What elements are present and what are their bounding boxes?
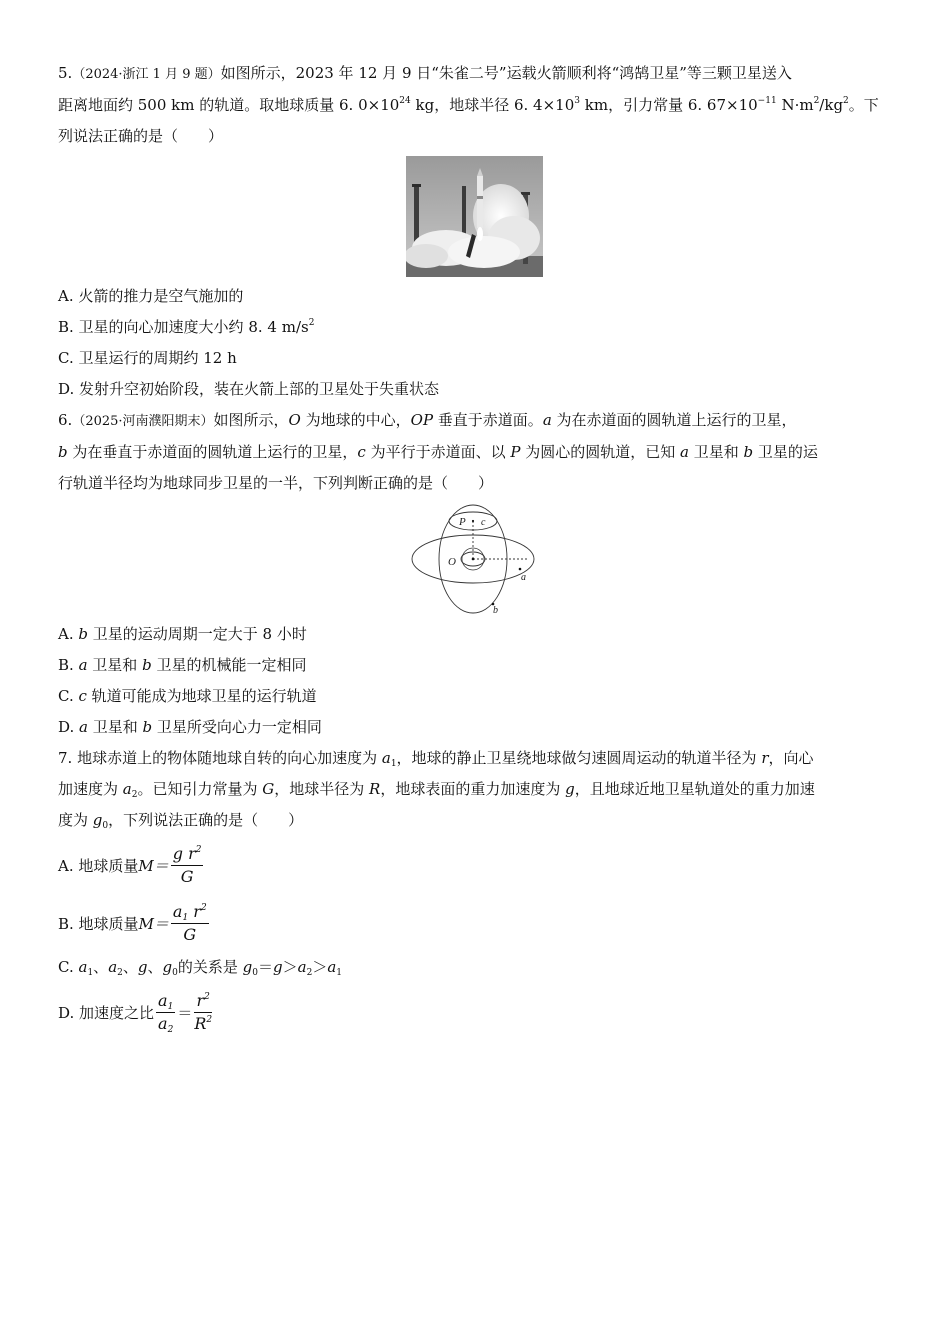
q7-line-3: 度为 $g_0$，下列说法正确的是（ ）: [58, 811, 304, 831]
q6-option-d: D. a 卫星和 b 卫星所受向心力一定相同: [58, 718, 322, 736]
label-o: O: [448, 556, 456, 568]
label-c: c: [481, 517, 486, 528]
q5-option-d: D. 发射升空初始阶段，装在火箭上部的卫星处于失重状态: [58, 380, 440, 398]
q5-option-c: C. 卫星运行的周期约 12 h: [58, 349, 237, 367]
q6-source: （2025·河南濮阳期末）: [72, 414, 214, 429]
q7-line-2: 加速度为 $a_2$。已知引力常量为 G，地球半径为 R，地球表面的重力加速度为 g，且地球近地卫星轨道处的重力加速: [58, 780, 815, 800]
formula-ratio-left: $\frac{a_1}{a_2}$: [158, 990, 174, 1035]
formula-mass-b: $\frac{a_1 r^2}{G}$: [172, 901, 207, 944]
orbit-diagram: [58, 503, 890, 615]
q7-option-c: C. $a_1$、$a_2$、g、$g_0$的关系是 $g_0=g>a_2>a_1$: [58, 958, 343, 978]
q6-option-a: A. b 卫星的运动周期一定大于 8 小时: [58, 625, 307, 643]
q6-line-3: 行轨道半径均为地球同步卫星的一半，下列判断正确的是（ ）: [58, 474, 494, 492]
rocket-launch-photo: [58, 156, 890, 277]
q6-line-1: 6.（2025·河南濮阳期末）如图所示，O 为地球的中心，OP 垂直于赤道面。a 为在赤道面的圆轨道上运行的卫星，: [58, 411, 797, 429]
q5-line-2: 距离地面约 500 km 的轨道。取地球质量 6. $0\times 10^{24}$ kg，地球半径 6. $4\times 10^3$ km，引力常量 6. $67\times 10^{-11}$ $N\cdot m^2/kg^2$。下: [58, 96, 879, 114]
formula-ratio-right: $\frac{r^2}{R^2}$: [194, 990, 213, 1033]
label-a: a: [521, 572, 526, 583]
formula-mass-a: $\frac{g r^2}{G}$: [172, 843, 202, 886]
q5-line-1: 5.（2024·浙江 1 月 9 题）如图所示，2023 年 12 月 9 日“朱雀二号”运载火箭顺利将“鸿鹄卫星”等三颗卫星送入: [58, 64, 792, 82]
q5-option-b: B. 卫星的向心加速度大小约 8. 4 $m/s^2$: [58, 318, 315, 336]
q7-option-a: A. 地球质量 M＝ $\frac{g r^2}{G}$: [58, 843, 202, 886]
question-page: [58, 58, 890, 1041]
q7-option-d: D. 加速度之比 $\frac{a_1}{a_2}$ ＝ $\frac{r^2}{R^2}$: [58, 990, 213, 1035]
label-b: b: [493, 605, 498, 615]
q7-line-1: 7. 地球赤道上的物体随地球自转的向心加速度为 $a_1$，地球的静止卫星绕地球做匀速圆周运动的轨道半径为 r，向心: [58, 749, 814, 769]
q7-option-b: B. 地球质量 M＝ $\frac{a_1 r^2}{G}$: [58, 901, 207, 944]
label-p: P: [459, 516, 466, 528]
q5-line-3: 列说法正确的是（ ）: [58, 127, 224, 145]
q5-option-a: A. 火箭的推力是空气施加的: [58, 287, 244, 305]
q5-source: （2024·浙江 1 月 9 题）: [72, 67, 221, 82]
q6-line-2: b 为在垂直于赤道面的圆轨道上运行的卫星，c 为平行于赤道面、以 P 为圆心的圆轨道，已知 a 卫星和 b 卫星的运: [58, 443, 818, 461]
q6-option-b: B. a 卫星和 b 卫星的机械能一定相同: [58, 656, 307, 674]
q6-option-c: C. c 轨道可能成为地球卫星的运行轨道: [58, 687, 317, 705]
